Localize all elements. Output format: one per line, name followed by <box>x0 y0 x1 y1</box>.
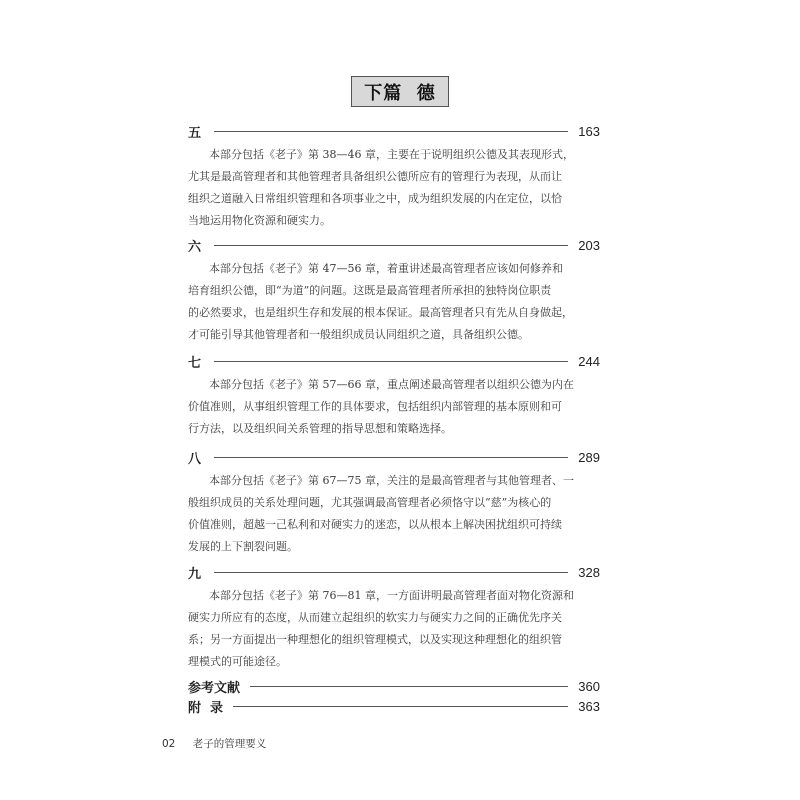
toc-references <box>188 677 600 695</box>
section-description <box>188 144 600 232</box>
toc-appendix <box>188 697 600 715</box>
description-line: 般组织成员的关系处理问题，尤其强调最高管理者必须恪守以“慈”为核心的 <box>188 496 552 509</box>
toc-entry-row[interactable] <box>188 448 600 466</box>
description-line: 当地运用物化资源和硬实力。 <box>188 214 331 227</box>
section-description <box>188 258 600 346</box>
footer-page-number: 02 <box>162 738 176 750</box>
description-line: 本部分包括《老子》第 76—81 章，一方面讲明最高管理者面对物化资源和 <box>209 589 574 602</box>
part-title <box>351 76 449 107</box>
section-page-number: 328 <box>578 564 600 580</box>
references-label: 参考文献 <box>188 680 241 696</box>
toc-entry-row[interactable] <box>188 677 600 695</box>
section-description <box>188 374 600 440</box>
section-number: 七 <box>188 355 202 371</box>
description-line: 价值准则，从事组织管理工作的具体要求，包括组织内部管理的基本原则和可 <box>188 400 562 413</box>
references-page-number: 360 <box>578 678 600 694</box>
description-line: 尤其是最高管理者和其他管理者具备组织公德所应有的管理行为表现，从而让 <box>188 170 562 183</box>
toc-section <box>188 563 600 673</box>
section-description <box>188 585 600 673</box>
leader-line <box>233 706 568 707</box>
description-line: 本部分包括《老子》第 47—56 章，着重讲述最高管理者应该如何修养和 <box>209 262 563 275</box>
toc-section <box>188 236 600 346</box>
description-line: 本部分包括《老子》第 57—66 章，重点阐述最高管理者以组织公德为内在 <box>209 378 574 391</box>
description-line: 行方法，以及组织间关系管理的指导思想和策略选择。 <box>188 422 452 435</box>
appendix-label: 附 录 <box>188 700 224 716</box>
leader-line <box>214 245 568 246</box>
description-line: 的必然要求，也是组织生存和发展的根本保证。最高管理者只有先从自身做起， <box>188 306 573 319</box>
leader-line <box>214 131 568 132</box>
section-page-number: 163 <box>578 123 600 139</box>
description-line: 才可能引导其他管理者和一般组织成员认同组织之道，具备组织公德。 <box>188 328 529 341</box>
toc-entry-row[interactable] <box>188 352 600 370</box>
section-number: 八 <box>188 451 202 467</box>
toc-entry-row[interactable] <box>188 697 600 715</box>
section-description <box>188 470 600 558</box>
description-line: 理模式的可能途径。 <box>188 655 287 668</box>
description-line: 培育组织公德，即“为道”的问题。这既是最高管理者所承担的独特岗位职责 <box>188 284 552 297</box>
leader-line <box>214 572 568 573</box>
leader-line <box>214 457 568 458</box>
leader-line <box>214 361 568 362</box>
section-number: 九 <box>188 566 202 582</box>
appendix-page-number: 363 <box>578 698 600 714</box>
toc-entry-row[interactable] <box>188 122 600 140</box>
description-line: 组织之道融入日常组织管理和各项事业之中，成为组织发展的内在定位，以恰 <box>188 192 562 205</box>
description-line: 本部分包括《老子》第 38—46 章，主要在于说明组织公德及其表现形式， <box>209 148 574 161</box>
description-line: 本部分包括《老子》第 67—75 章，关注的是最高管理者与其他管理者、一 <box>209 474 574 487</box>
toc-section <box>188 122 600 232</box>
footer-book-title: 老子的管理要义 <box>192 738 267 750</box>
toc-section <box>188 352 600 440</box>
leader-line <box>250 686 568 687</box>
toc-section <box>188 448 600 558</box>
description-line: 价值准则，超越一己私利和对硬实力的迷恋，以从根本上解决困扰组织可持续 <box>188 518 562 531</box>
description-line: 系；另一方面提出一种理想化的组织管理模式，以及实现这种理想化的组织管 <box>188 633 562 646</box>
section-page-number: 244 <box>578 353 600 369</box>
description-line: 发展的上下割裂问题。 <box>188 540 298 553</box>
section-number: 六 <box>188 239 202 255</box>
description-line: 硬实力所应有的态度，从而建立起组织的软实力与硬实力之间的正确优先序关 <box>188 611 562 624</box>
page-footer <box>162 736 266 751</box>
part-title-text: 下篇 德 <box>364 82 436 104</box>
toc-entry-row[interactable] <box>188 563 600 581</box>
section-page-number: 289 <box>578 449 600 465</box>
section-page-number: 203 <box>578 237 600 253</box>
toc-entry-row[interactable] <box>188 236 600 254</box>
section-number: 五 <box>188 125 202 141</box>
